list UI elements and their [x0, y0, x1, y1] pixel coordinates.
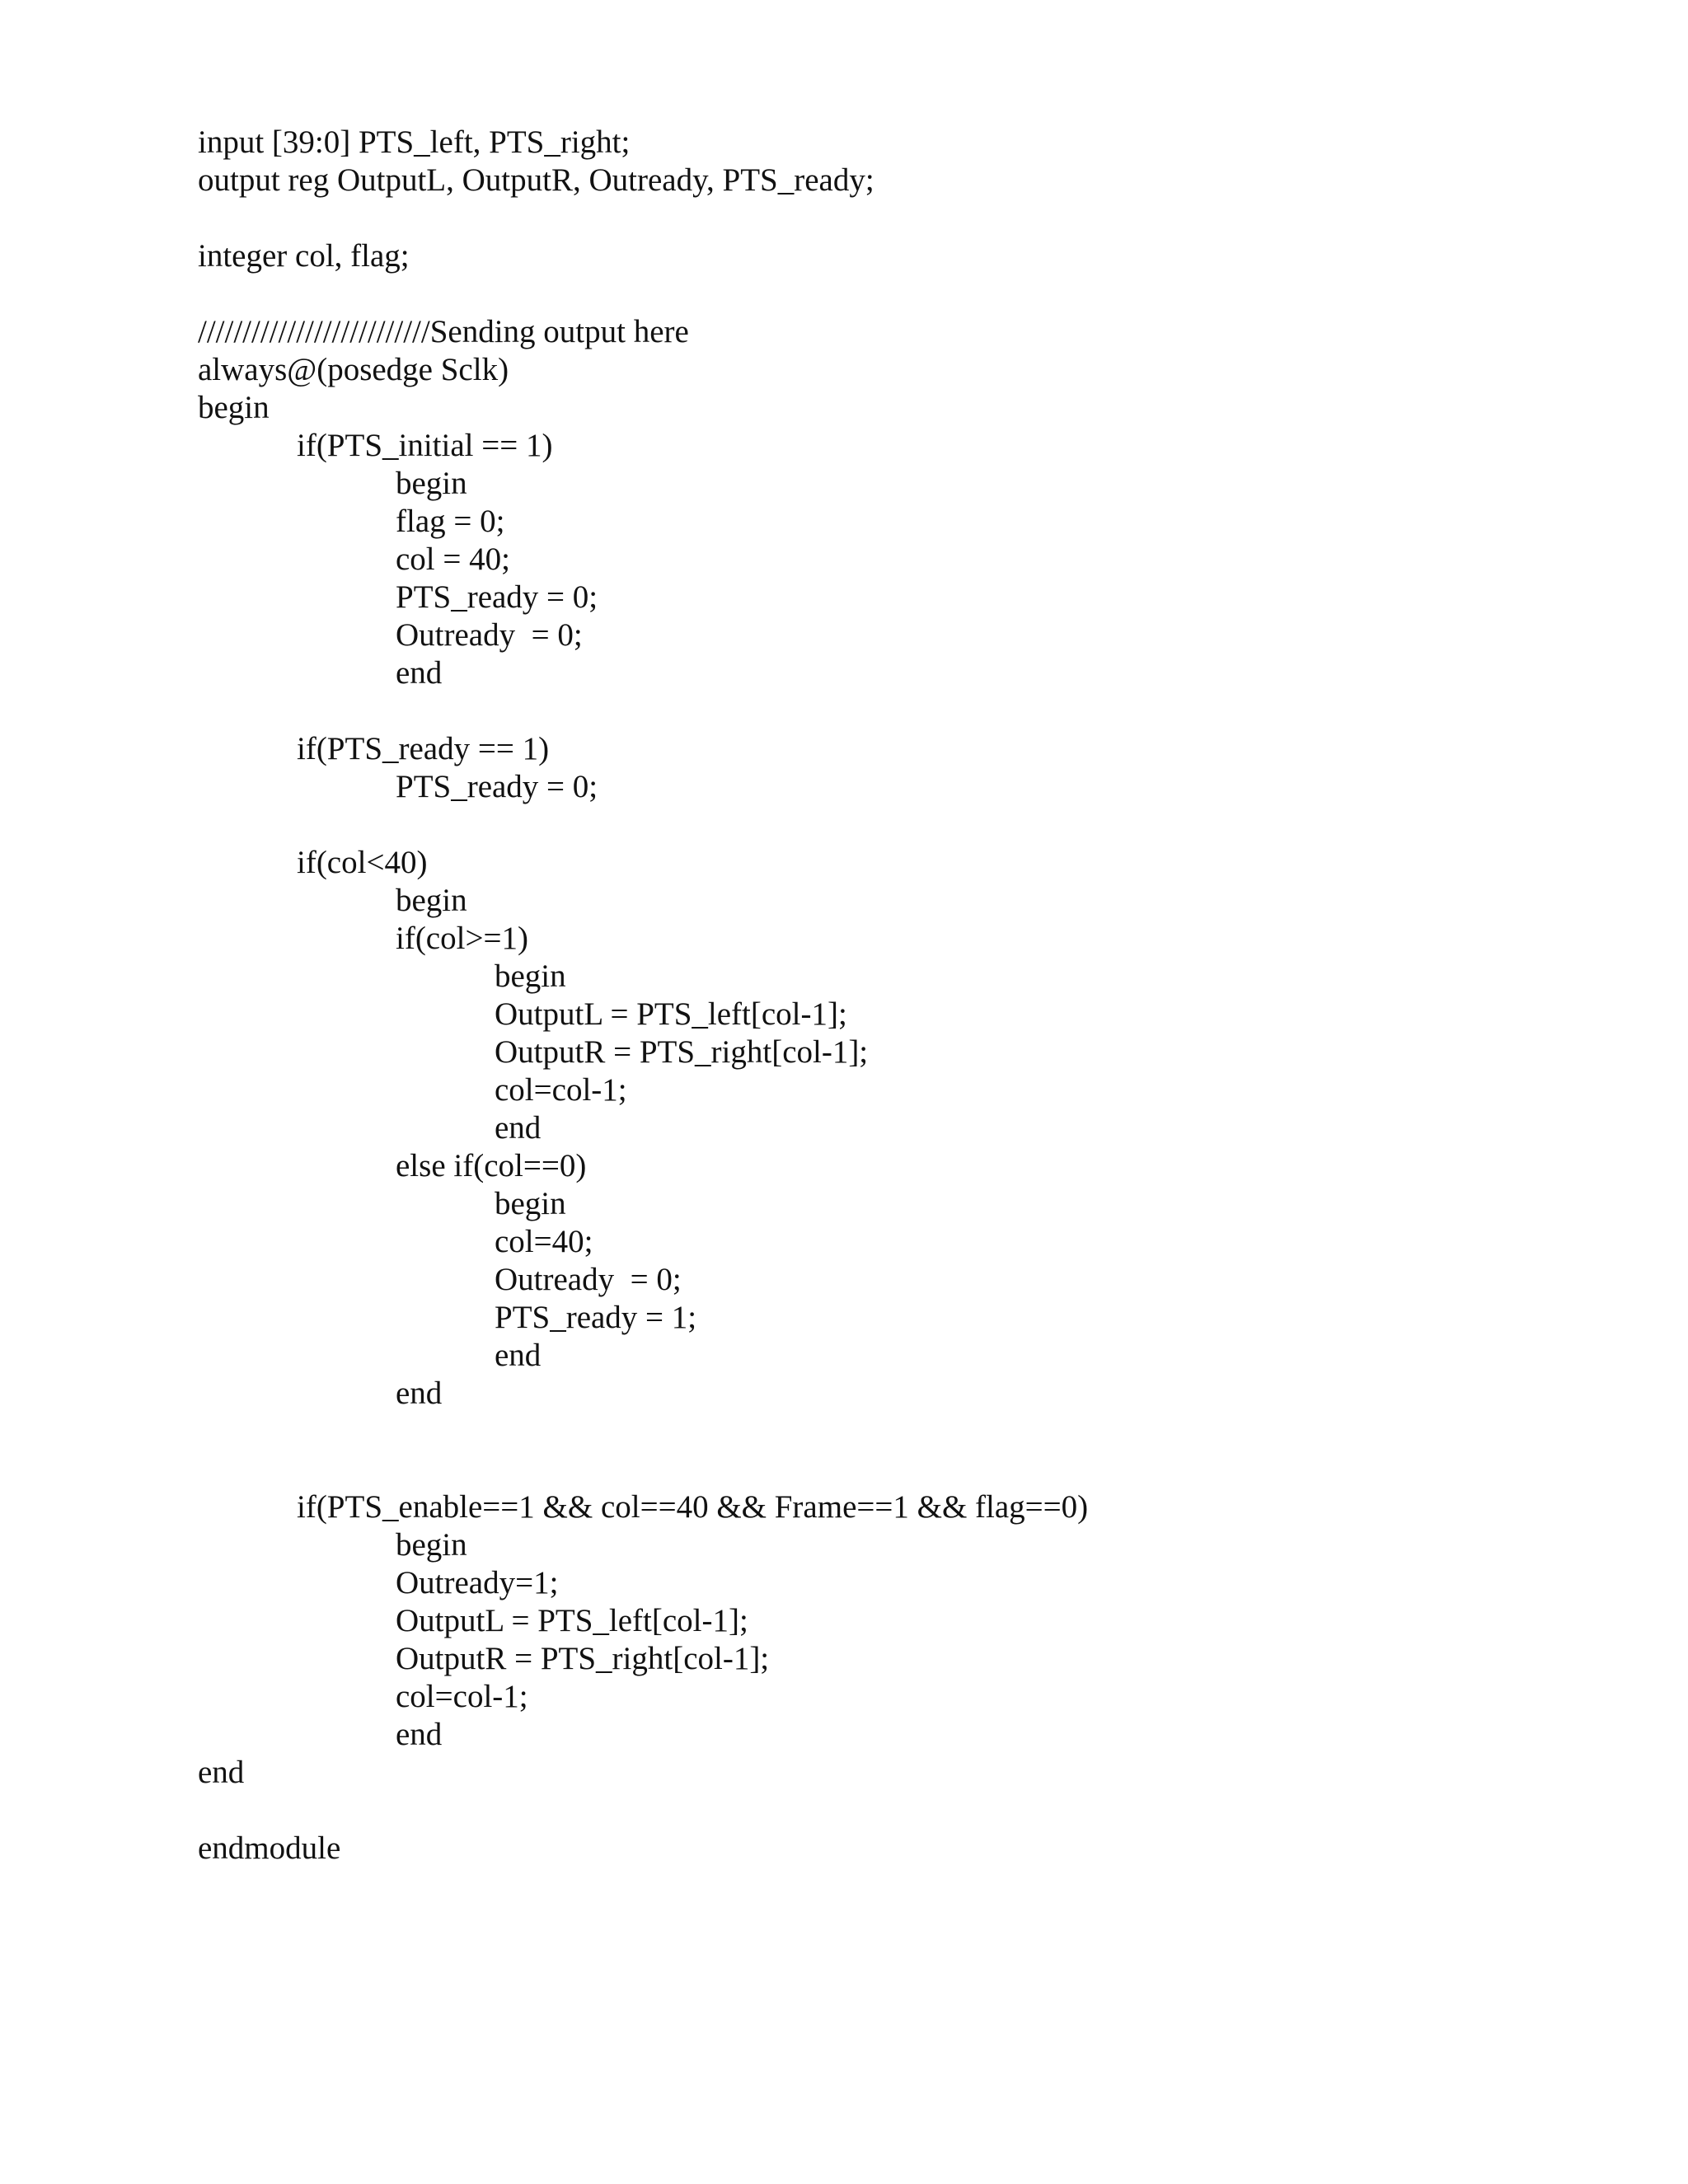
code-line: PTS_ready = 0;: [396, 769, 598, 804]
code-line: Outready = 0;: [396, 617, 583, 653]
code-line: begin: [495, 958, 566, 994]
code-line: PTS_ready = 0;: [396, 579, 598, 615]
blank-line: [198, 692, 1088, 730]
code-line: OutputL = PTS_left[col-1];: [495, 996, 847, 1032]
code-line: col=40;: [495, 1224, 593, 1259]
code-line: if(PTS_enable==1 && col==40 && Frame==1 && flag==0): [297, 1489, 1089, 1525]
blank-line: [198, 275, 1088, 313]
code-listing: [198, 124, 1088, 1868]
code-line: begin: [396, 883, 467, 918]
code-line: col=col-1;: [396, 1679, 528, 1714]
code-line: flag = 0;: [396, 504, 505, 539]
code-line: Outready = 0;: [495, 1262, 682, 1297]
code-line: begin: [396, 1527, 467, 1563]
code-line: PTS_ready = 1;: [495, 1300, 697, 1335]
code-line: OutputL = PTS_left[col-1];: [396, 1603, 748, 1638]
code-line: col = 40;: [396, 541, 510, 577]
code-line: input [39:0] PTS_left, PTS_right;: [198, 124, 631, 160]
code-line: integer col, flag;: [198, 238, 410, 274]
code-line: endmodule: [198, 1830, 341, 1866]
code-line: OutputR = PTS_right[col-1];: [495, 1034, 869, 1070]
code-line: end: [396, 1717, 443, 1752]
blank-line: [198, 1413, 1088, 1451]
code-line: if(PTS_ready == 1): [297, 731, 550, 766]
code-line: col=col-1;: [495, 1072, 627, 1108]
comment-line: //////////////////////////Sending output here: [198, 314, 689, 349]
blank-line: [198, 806, 1088, 844]
code-line: begin: [198, 390, 270, 425]
code-line: if(col<40): [297, 845, 428, 880]
code-line: else if(col==0): [396, 1148, 587, 1183]
code-line: Outready=1;: [396, 1565, 559, 1601]
code-line: end: [396, 1376, 443, 1411]
code-line: if(col>=1): [396, 921, 528, 956]
code-line: always@(posedge Sclk): [198, 352, 509, 387]
code-line: begin: [495, 1186, 566, 1221]
code-line: end: [495, 1338, 542, 1373]
code-line: begin: [396, 466, 467, 501]
blank-line: [198, 1792, 1088, 1830]
code-line: if(PTS_initial == 1): [297, 428, 553, 463]
code-line: end: [396, 655, 443, 691]
code-line: end: [495, 1110, 542, 1146]
code-line: output reg OutputL, OutputR, Outready, PTS_ready;: [198, 162, 874, 198]
code-line: end: [198, 1755, 245, 1790]
blank-line: [198, 1451, 1088, 1488]
code-line: OutputR = PTS_right[col-1];: [396, 1641, 770, 1676]
blank-line: [198, 199, 1088, 237]
